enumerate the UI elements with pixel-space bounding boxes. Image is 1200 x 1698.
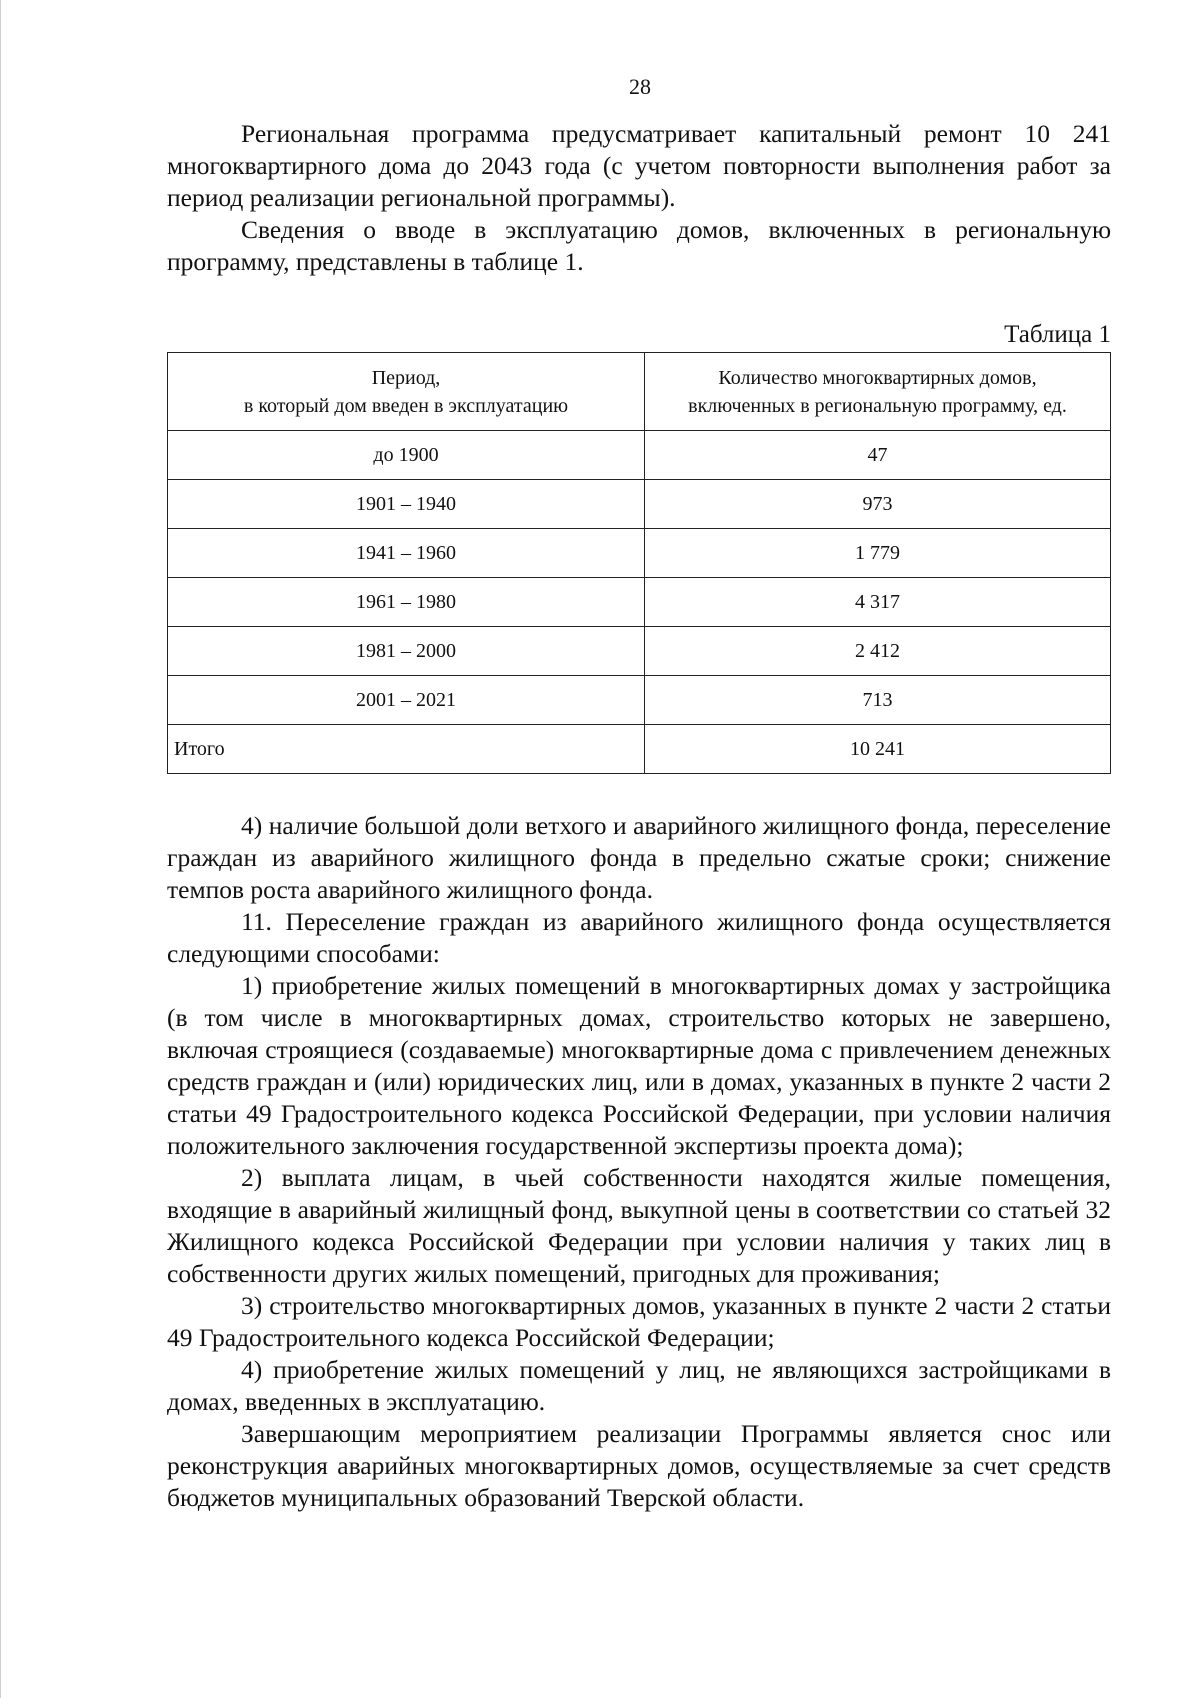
cell-count: 4 317 (645, 578, 1111, 627)
cell-total-count: 10 241 (645, 725, 1111, 774)
table-row (168, 529, 1111, 578)
body-text (167, 810, 1111, 1514)
cell-period: до 1900 (168, 431, 645, 480)
paragraph-method-3: 3) строительство многоквартирных домов, указанных в пункте 2 части 2 статьи 49 Градостроительного кодекса Российской Федерации; (167, 1291, 1111, 1352)
cell-count: 47 (645, 431, 1111, 480)
paragraph-method-2: 2) выплата лицам, в чьей собственности находятся жилые помещения, входящие в аварийный жилищный фонд, выкупной цены в соответствии со статьей 32 Жилищного кодекса Российской Федерации при условии наличия у таких лиц в собственности других жилых помещений, пригодных для проживания; (167, 1163, 1111, 1288)
page-content (167, 118, 1111, 1514)
cell-period: 1941 – 1960 (168, 529, 645, 578)
paragraph-table-intro: Сведения о вводе в эксплуатацию домов, включенных в региональную программу, представлены в таблице 1. (167, 215, 1111, 276)
paragraph-item-4-housing-stock: 4) наличие большой доли ветхого и аварийного жилищного фонда, переселение граждан из аварийного жилищного фонда в предельно сжатые сроки; снижение темпов роста аварийного жилищного фонда. (167, 811, 1111, 904)
paragraph-program-summary: Региональная программа предусматривает капитальный ремонт 10 241 многоквартирного дома до 2043 года (с учетом повторности выполнения работ за период реализации региональной программы). (167, 119, 1111, 212)
table-row (168, 431, 1111, 480)
table-row (168, 676, 1111, 725)
table-row (168, 480, 1111, 529)
table-header-row (168, 353, 1111, 431)
table-caption: Таблица 1 (1004, 321, 1111, 348)
paragraph-method-1: 1) приобретение жилых помещений в многоквартирных домах у застройщика (в том числе в многоквартирных домах, строительство которых не завершено, включая строящиеся (создаваемые) многоквартирные дома с привлечением денежных средств граждан и (или) юридических лиц, или в домах, указанных в пункте 2 части 2 статьи 49 Градостроительного кодекса Российской Федерации, при условии наличия положительного заключения государственной экспертизы проекта дома); (167, 971, 1111, 1160)
cell-total-label: Итого (168, 725, 645, 774)
cell-count: 2 412 (645, 627, 1111, 676)
houses-by-period-table (167, 352, 1111, 774)
paragraph-section-11: 11. Переселение граждан из аварийного жилищного фонда осуществляется следующими способами: (167, 907, 1111, 968)
table-row (168, 627, 1111, 676)
cell-count: 973 (645, 480, 1111, 529)
paragraph-method-4: 4) приобретение жилых помещений у лиц, не являющихся застройщиками в домах, введенных в эксплуатацию. (167, 1355, 1111, 1416)
page-number: 28 (629, 74, 651, 99)
header-count-line-2: включенных в региональную программу, ед. (688, 394, 1067, 417)
header-period-line-1: Период, (371, 366, 441, 389)
cell-period: 2001 – 2021 (168, 676, 645, 725)
header-count-line-1: Количество многоквартирных домов, (718, 366, 1037, 389)
header-period-line-2: в который дом введен в эксплуатацию (243, 394, 569, 417)
cell-count: 1 779 (645, 529, 1111, 578)
cell-period: 1901 – 1940 (168, 480, 645, 529)
cell-period: 1961 – 1980 (168, 578, 645, 627)
cell-count: 713 (645, 676, 1111, 725)
cell-period: 1981 – 2000 (168, 627, 645, 676)
table-total-row (168, 725, 1111, 774)
header-period (168, 353, 645, 431)
table-row (168, 578, 1111, 627)
header-count (645, 353, 1111, 431)
paragraph-final-measure: Завершающим мероприятием реализации Программы является снос или реконструкция аварийных многоквартирных домов, осуществляемые за счет средств бюджетов муниципальных образований Тверской области. (167, 1419, 1111, 1512)
